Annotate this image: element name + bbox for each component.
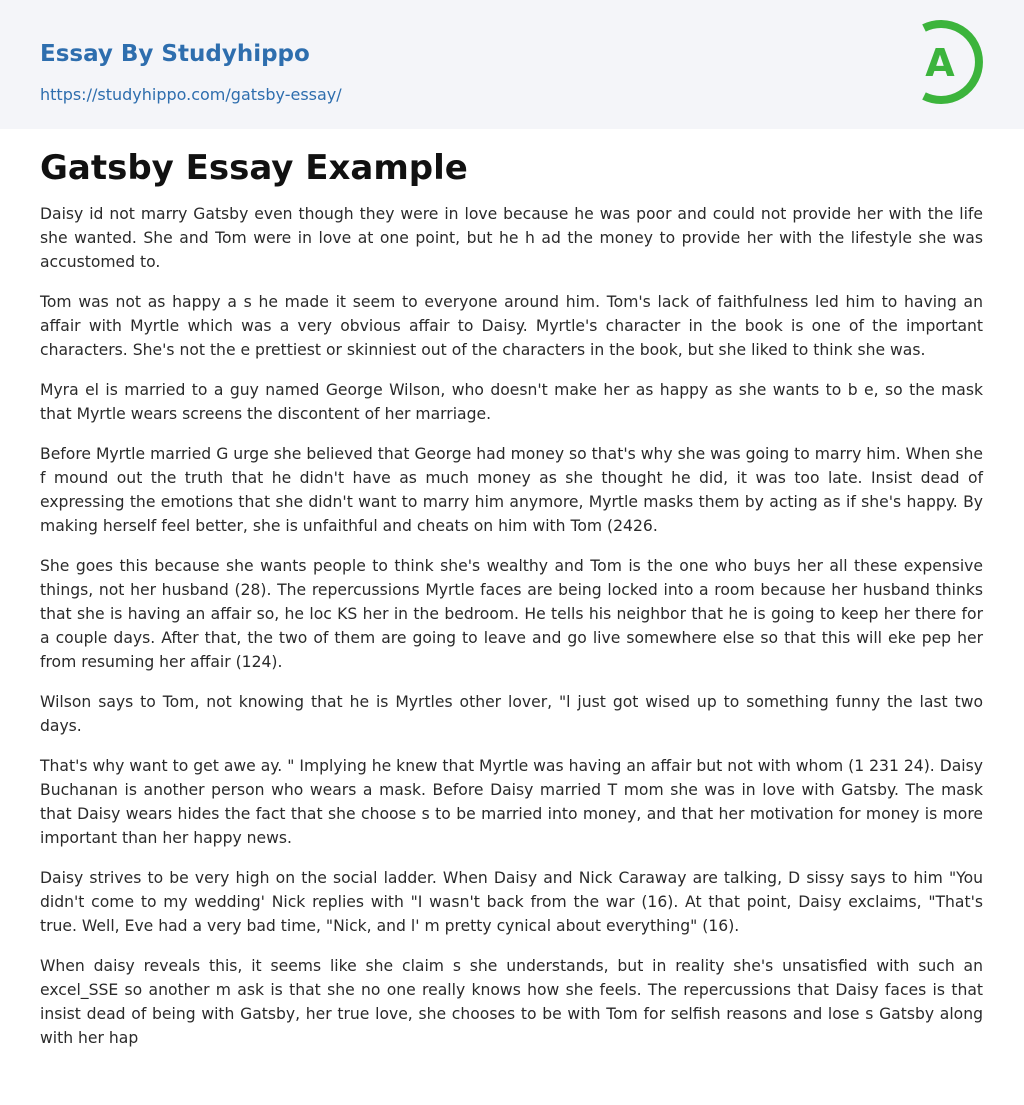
- article: [0, 129, 1024, 1050]
- paragraph: When daisy reveals this, it seems like she claim s she understands, but in reality she's unsatisfied with such an excel_SSE so another m ask is that she no one really knows how she feels. The repercussions that Daisy faces is that insist dead of being with Gatsby, her true love, she chooses to be with Tom for selfish reasons and lose s Gatsby along with her hap: [40, 957, 983, 1047]
- paragraph: Wilson says to Tom, not knowing that he is Myrtles other lover, "l just got wised up to something funny the last two days.: [40, 693, 983, 735]
- paragraph: Myra el is married to a guy named George Wilson, who doesn't make her as happy as she wants to b e, so the mask that Myrtle wears screens the discontent of her marriage.: [40, 381, 983, 423]
- paragraph: That's why want to get awe ay. " Implying he knew that Myrtle was having an affair but not with whom (1 231 24). Daisy Buchanan is another person who wears a mask. Before Daisy married T mom she was in love with Gatsby. The mask that Daisy wears hides the fact that she choose s to be married into money, and that her motivation for money is more important than her happy news.: [40, 757, 983, 847]
- brand-title[interactable]: Essay By Studyhippo: [40, 41, 310, 67]
- paragraph: Daisy strives to be very high on the social ladder. When Daisy and Nick Caraway are talking, D sissy says to him "You didn't come to my wedding' Nick replies with "I wasn't back from the war (16). At that point, Daisy exclaims, "That's true. Well, Eve had a very bad time, "Nick, and l' m pretty cynical about everything" (16).: [40, 869, 983, 935]
- studyhippo-logo-icon[interactable]: [910, 18, 988, 106]
- site-header: [0, 0, 1024, 129]
- paragraph: Tom was not as happy a s he made it seem to everyone around him. Tom's lack of faithfulness led him to having an affair with Myrtle which was a very obvious affair to Daisy. Myrtle's character in the book is one of the important characters. She's not the e prettiest or skinniest out of the characters in the book, but she liked to think she was.: [40, 293, 983, 359]
- page-title: Gatsby Essay Example: [40, 148, 468, 188]
- paragraph: She goes this because she wants people to think she's wealthy and Tom is the one who buys her all these expensive things, not her husband (28). The repercussions Myrtle faces are being locked into a room because her husband thinks that she is having an affair so, he loc KS her in the bedroom. He tells his neighbor that he is going to keep her there for a couple days. After that, the two of them are going to leave and go live somewhere else so that this will eke pep her from resuming her affair (124).: [40, 557, 983, 671]
- logo-letter: A: [925, 41, 955, 85]
- paragraph: Before Myrtle married G urge she believed that George had money so that's why she was going to marry him. When she f mound out the truth that he didn't have as much money as she thought he did, it was too late. Insist dead of expressing the emotions that she didn't want to marry him anymore, Myrtle masks them by acting as if she's happy. By making herself feel better, she is unfaithful and cheats on him with Tom (2426.: [40, 445, 983, 535]
- source-url-link[interactable]: https://studyhippo.com/gatsby-essay/: [40, 85, 342, 104]
- paragraph: Daisy id not marry Gatsby even though they were in love because he was poor and could not provide her with the life she wanted. She and Tom were in love at one point, but he h ad the money to provide her with the lifestyle she was accustomed to.: [40, 205, 983, 271]
